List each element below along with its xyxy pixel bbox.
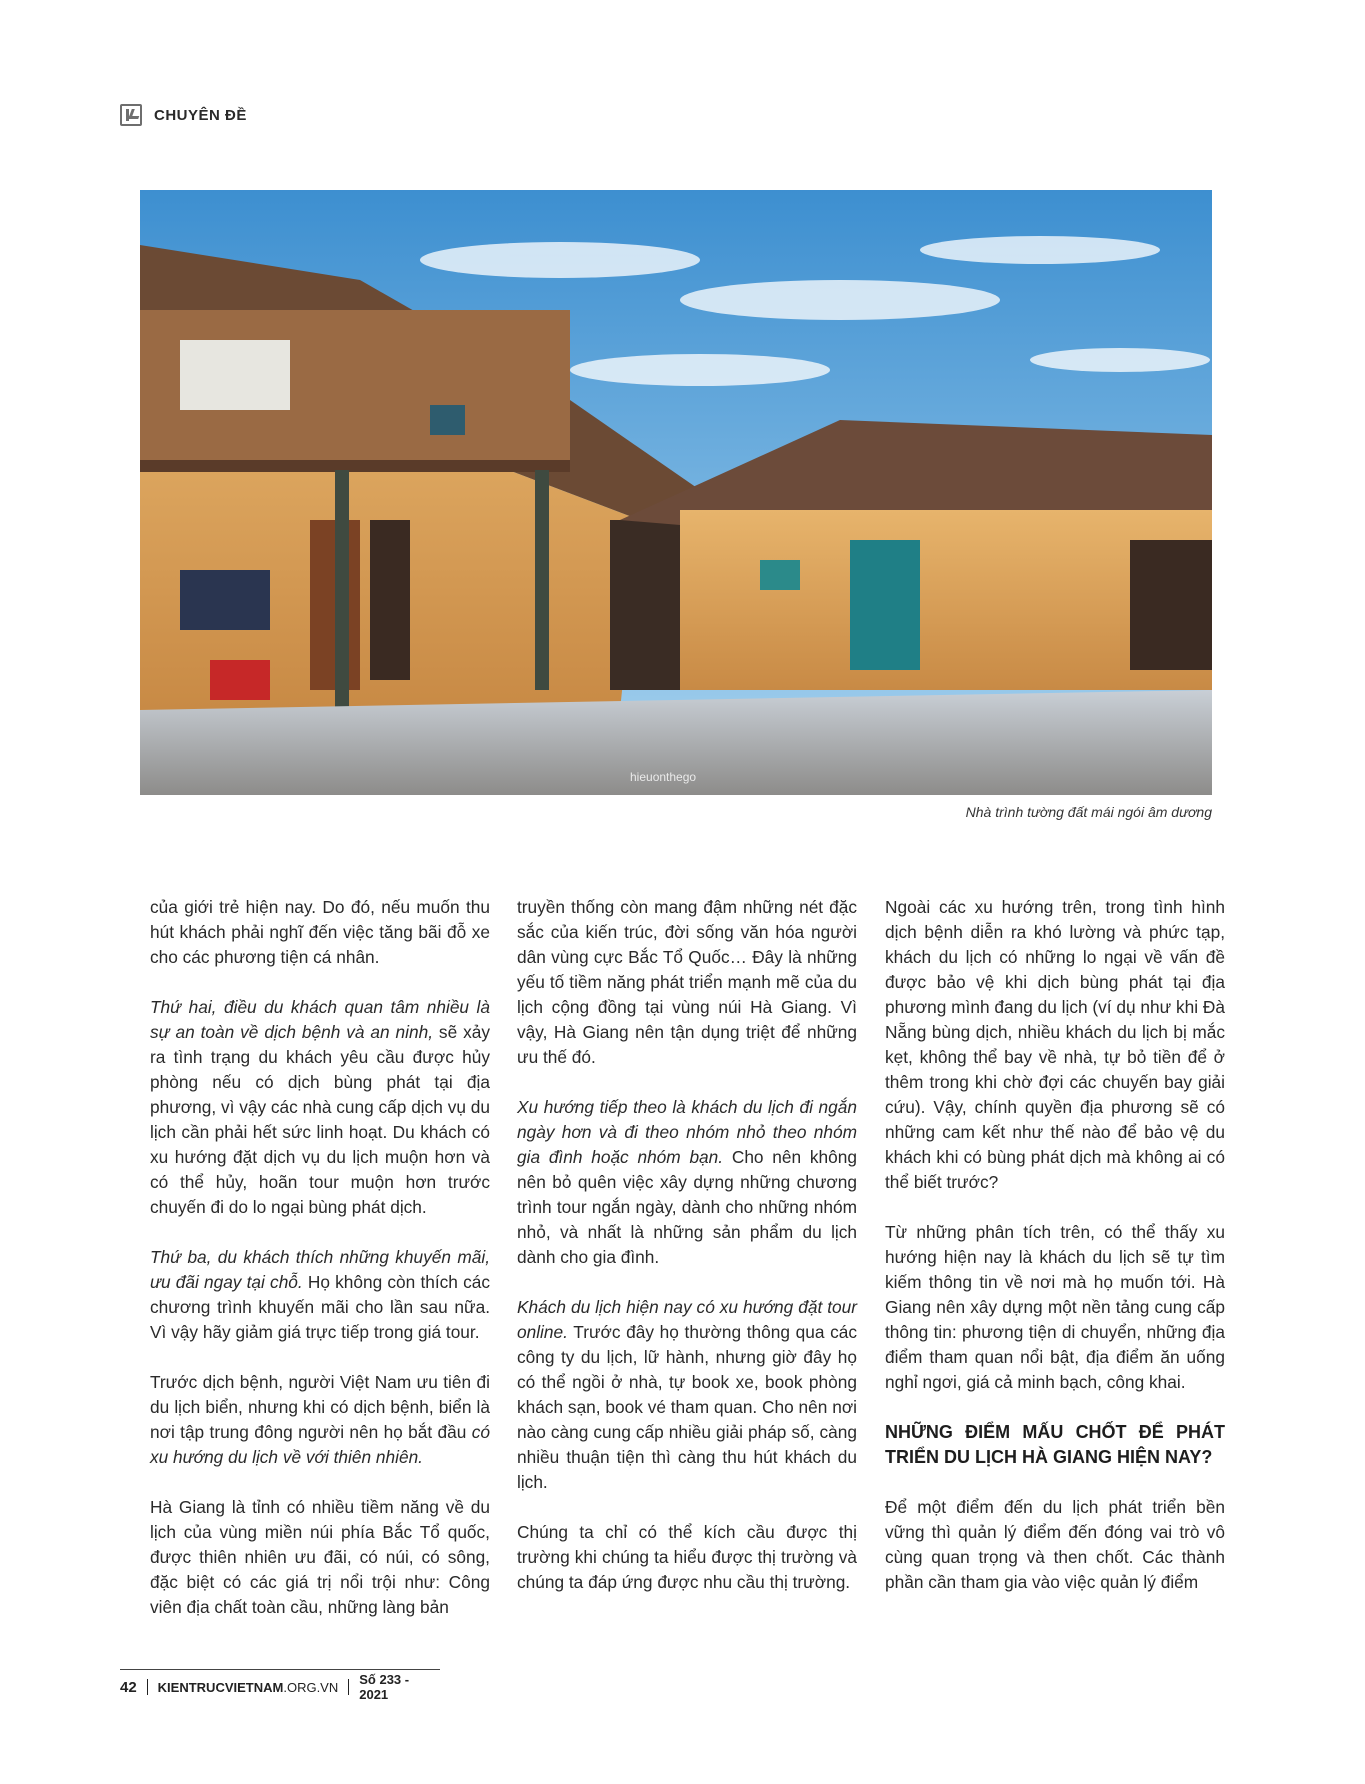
site-name: KIENTRUCVIETNAM — [157, 1679, 284, 1695]
photo-caption: Nhà trình tường đất mái ngói âm dương — [965, 804, 1212, 820]
paragraph — [517, 1295, 857, 1495]
article-column-2 — [517, 895, 857, 1620]
paragraph: Chúng ta chỉ có thể kích cầu được thị trường khi chúng ta hiểu được thị trường và chúng ta đáp ứng được nhu cầu thị trường. — [517, 1522, 857, 1592]
italic-lead: Thứ ba, du khách thích những khuyến mãi, ưu đãi ngay tại chỗ. — [150, 1247, 490, 1292]
italic-lead: Thứ hai, điều du khách quan tâm nhiều là sự an toàn về dịch bệnh và an ninh, — [150, 997, 490, 1042]
paragraph: Từ những phân tích trên, có thể thấy xu hướng hiện nay là khách du lịch sẽ tự tìm kiếm thông tin về nơi mà họ muốn tới. Hà Giang nên xây dựng một nền tảng cung cấp thông tin: phương tiện di chuyển, những địa điểm tham quan nổi bật, địa điểm ăn uống nghỉ ngơi, giá cả minh bạch, công khai. — [885, 1222, 1225, 1392]
paragraph-text: Cho nên không nên bỏ quên việc xây dựng những chương trình tour ngắn ngày, dành cho những nhóm nhỏ, và nhất là những sản phẩm du lịch dành cho gia đình. — [517, 1147, 857, 1267]
issue-number: Số 233 - 2021 — [359, 1672, 410, 1702]
footer-divider — [348, 1679, 349, 1695]
section-label: CHUYÊN ĐỀ — [154, 106, 247, 124]
article-photo — [140, 190, 1212, 795]
paragraph: của giới trẻ hiện nay. Do đó, nếu muốn thu hút khách phải nghĩ đến việc tăng bãi đỗ xe cho các phương tiện cá nhân. — [150, 897, 490, 967]
page-number: 42 — [120, 1678, 137, 1696]
italic-phrase: có xu hướng du lịch về với thiên nhiên. — [150, 1422, 490, 1467]
paragraph-text: Họ không còn thích các chương trình khuyến mãi cho lần sau nữa. Vì vậy hãy giảm giá trực tiếp trong giá tour. — [150, 1272, 490, 1342]
paragraph: Ngoài các xu hướng trên, trong tình hình dịch bệnh diễn ra khó lường và phức tạp, khách du lịch có những lo ngại về vấn đề được bảo vệ khi dịch bùng phát tại địa phương mình đang du lịch (ví dụ như khi Đà Nẵng bùng dịch, nhiều khách du lịch bị mắc kẹt, không thể bay về nhà, tự bỏ tiền để ở thêm trong khi chờ đợi các chuyến bay giải cứu). Vậy, chính quyền địa phương sẽ có những cam kết như thế nào để bảo vệ du khách khi có bùng phát dịch mà không ai có thể biết trước? — [885, 897, 1225, 1192]
paragraph-text: sẽ xảy ra tình trạng du khách yêu cầu được hủy phòng nếu có dịch bùng phát tại địa phương, vì vậy các nhà cung cấp dịch vụ du lịch cần phải hết sức linh hoạt. Du khách có xu hướng đặt dịch vụ du lịch muộn hơn và có thể hủy, hoãn tour muộn hơn trước chuyến đi do lo ngại bùng phát dịch. — [150, 1022, 490, 1217]
publication-site — [158, 1680, 339, 1695]
page-header — [120, 104, 247, 126]
paragraph — [517, 1095, 857, 1270]
article-column-3 — [885, 895, 1225, 1620]
page-footer — [120, 1669, 440, 1702]
footer-divider — [147, 1679, 148, 1695]
article-column-1 — [150, 895, 490, 1645]
magazine-logo-icon — [120, 104, 142, 126]
paragraph-text: Trước đây họ thường thông qua các công ty du lịch, lữ hành, nhưng giờ đây họ có thể ngồi ở nhà, tự book xe, book phòng khách sạn, book vé tham quan. Cho nên nơi nào càng cung cấp nhiều giải pháp số, càng nhiều thuận tiện thì càng thu hút khách du lịch. — [517, 1322, 857, 1492]
paragraph — [150, 1370, 490, 1470]
site-domain: .ORG.VN — [283, 1679, 339, 1695]
italic-lead: Xu hướng tiếp theo là khách du lịch đi ngắn ngày hơn và đi theo nhóm nhỏ theo nhóm gia đình hoặc nhóm bạn. — [517, 1097, 857, 1167]
italic-lead: Khách du lịch hiện nay có xu hướng đặt tour online. — [517, 1297, 857, 1342]
paragraph: Hà Giang là tỉnh có nhiều tiềm năng về du lịch của vùng miền núi phía Bắc Tổ quốc, được thiên nhiên ưu đãi, có núi, có sông, đặc biệt có các giá trị nổi trội như: Công viên địa chất toàn cầu, những làng bản — [150, 1497, 490, 1617]
paragraph — [150, 1245, 490, 1345]
paragraph: Để một điểm đến du lịch phát triển bền vững thì quản lý điểm đến đóng vai trò vô cùng quan trọng và then chốt. Các thành phần cần tham gia vào việc quản lý điểm — [885, 1497, 1225, 1592]
paragraph: truyền thống còn mang đậm những nét đặc sắc của kiến trúc, đời sống văn hóa người dân vùng cực Bắc Tổ Quốc… Đây là những yếu tố tiềm năng phát triển mạnh mẽ của du lịch cộng đồng tại vùng núi Hà Giang. Vì vậy, Hà Giang nên tận dụng triệt để những ưu thế đó. — [517, 897, 857, 1067]
section-heading: NHỮNG ĐIỂM MẤU CHỐT ĐỂ PHÁT TRIỂN DU LỊCH HÀ GIANG HIỆN NAY? — [885, 1422, 1225, 1467]
photo-watermark: hieuonthego — [630, 770, 697, 784]
paragraph-text: Trước dịch bệnh, người Việt Nam ưu tiên đi du lịch biển, nhưng khi có dịch bệnh, biển là nơi tập trung đông người nên họ bắt đầu — [150, 1372, 490, 1442]
paragraph — [150, 995, 490, 1220]
